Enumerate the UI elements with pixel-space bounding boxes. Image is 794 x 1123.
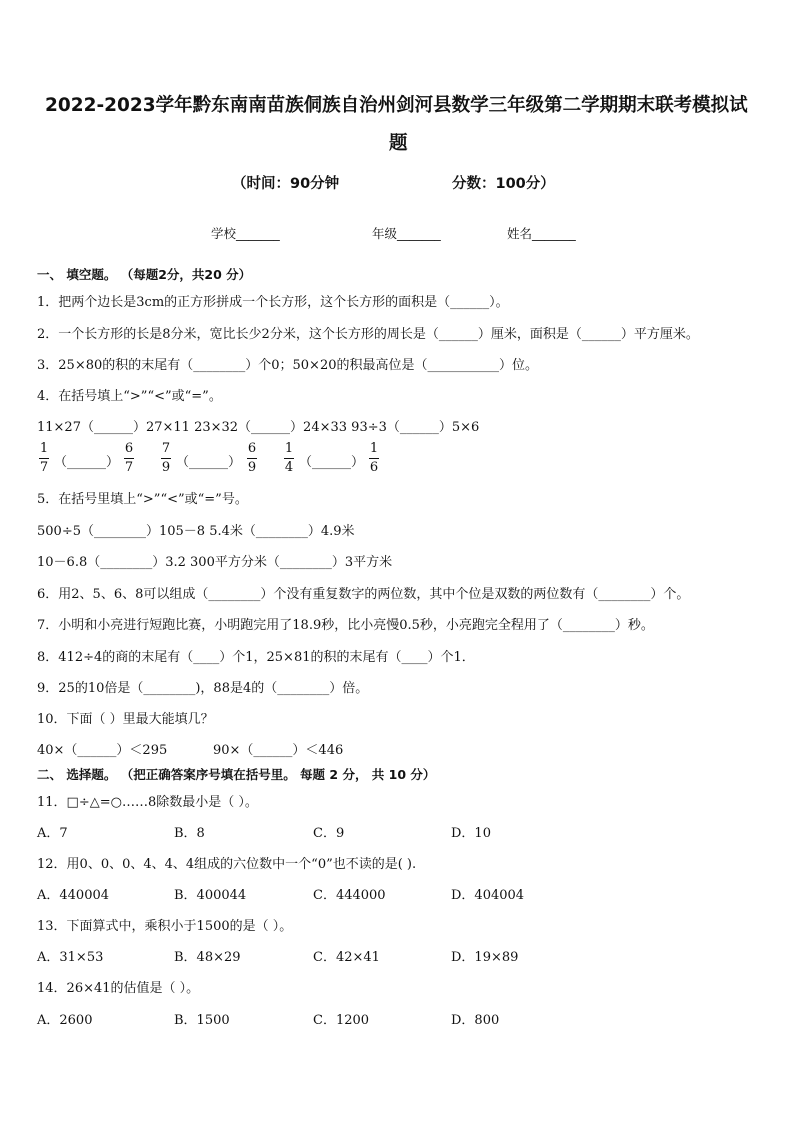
fraction-1-7 <box>39 441 49 476</box>
numerator: 6 <box>247 441 257 456</box>
fraction-7-9 <box>161 441 171 476</box>
denominator: 4 <box>284 460 294 475</box>
question-4: 4．在括号填上“>”“<”或“=”。 <box>37 389 222 404</box>
numerator: 1 <box>369 441 379 456</box>
question-1: 1．把两个边长是3cm的正方形拼成一个长方形，这个长方形的面积是（______）。 <box>37 295 509 310</box>
question-12-option-c[interactable]: C．444000 <box>313 888 386 903</box>
question-4-row1: 11×27（______）27×11 23×32（______）24×33 93÷3（______）5×6 <box>37 420 480 435</box>
exam-score: 分数：100分） <box>452 176 555 192</box>
question-14-option-c[interactable]: C．1200 <box>313 1013 370 1028</box>
denominator: 6 <box>369 460 379 475</box>
question-14-option-d[interactable]: D．800 <box>451 1013 500 1028</box>
school-field: 学校_______ <box>211 226 280 241</box>
section2-heading: 二、 选择题。 （把正确答案序号填在括号里。 每题 2 分， 共 10 分） <box>37 767 436 782</box>
question-10-b: 90×（______）＜446 <box>213 743 344 758</box>
question-6: 6．用2、5、6、8可以组成（________）个没有重复数字的两位数，其中个位是双数的两位数有（________）个。 <box>37 587 690 602</box>
question-11-option-d[interactable]: D．10 <box>451 826 491 841</box>
question-11-option-b[interactable]: B．8 <box>174 826 205 841</box>
question-10-a: 40×（______）＜295 <box>37 743 168 758</box>
question-11-option-a[interactable]: A．7 <box>37 826 68 841</box>
question-13: 13．下面算式中，乘积小于1500的是（ ）。 <box>37 919 293 934</box>
exam-title-line1: 2022-2023学年黔东南南苗族侗族自治州剑河县数学三年级第二学期期末联考模拟试 <box>45 95 748 116</box>
numerator: 1 <box>39 441 49 456</box>
denominator: 7 <box>39 460 49 475</box>
question-13-option-b[interactable]: B．48×29 <box>174 950 241 965</box>
fraction-1-6 <box>369 441 379 476</box>
denominator: 7 <box>124 460 134 475</box>
question-7: 7．小明和小亮进行短跑比赛，小明跑完用了18.9秒，比小亮慢0.5秒，小亮跑完全程用了（________）秒。 <box>37 618 654 633</box>
question-12-option-d[interactable]: D．404004 <box>451 888 525 903</box>
question-12-option-a[interactable]: A．440004 <box>37 888 110 903</box>
numerator: 7 <box>161 441 171 456</box>
exam-title-line2: 题 <box>389 133 408 154</box>
question-3: 3．25×80的积的末尾有（________）个0；50×20的积最高位是（___________）位。 <box>37 358 538 373</box>
numerator: 6 <box>124 441 134 456</box>
question-10: 10．下面（ ）里最大能填几？ <box>37 712 214 727</box>
compare-blank: （______） <box>54 455 120 470</box>
question-13-option-d[interactable]: D．19×89 <box>451 950 519 965</box>
question-5-row2: 10－6.8（________）3.2 300平方分米（________）3平方米 <box>37 555 393 570</box>
numerator: 1 <box>284 441 294 456</box>
exam-time: （时间：90分钟 <box>232 176 340 192</box>
question-8: 8．412÷4的商的末尾有（____）个1，25×81的积的末尾有（____）个1． <box>37 650 475 665</box>
compare-blank: （______） <box>176 455 242 470</box>
grade-field: 年级_______ <box>372 226 441 241</box>
denominator: 9 <box>161 460 171 475</box>
fraction-1-4 <box>284 441 294 476</box>
question-5-row1: 500÷5（________）105－8 5.4米（________）4.9米 <box>37 524 355 539</box>
question-12-option-b[interactable]: B．400044 <box>174 888 247 903</box>
question-14: 14．26×41的估值是（ ）。 <box>37 981 200 996</box>
compare-blank: （______） <box>299 455 365 470</box>
fraction-6-9 <box>247 441 257 476</box>
question-12: 12．用0、0、0、4、4、4组成的六位数中一个“0”也不读的是( ). <box>37 857 417 872</box>
question-9: 9．25的10倍是（________)，88是4的（________）倍。 <box>37 681 369 696</box>
name-field: 姓名_______ <box>507 226 576 241</box>
section1-heading: 一、 填空题。 （每题2分，共20 分） <box>37 267 252 282</box>
question-13-option-a[interactable]: A．31×53 <box>37 950 104 965</box>
question-11: 11．□÷△=○……8除数最小是（ ）。 <box>37 795 258 810</box>
question-14-option-a[interactable]: A．2600 <box>37 1013 93 1028</box>
question-13-option-c[interactable]: C．42×41 <box>313 950 380 965</box>
question-11-option-c[interactable]: C．9 <box>313 826 345 841</box>
question-5: 5．在括号里填上“>”“<”或“=”号。 <box>37 492 248 507</box>
question-14-option-b[interactable]: B．1500 <box>174 1013 230 1028</box>
question-2: 2．一个长方形的长是8分米，宽比长少2分米，这个长方形的周长是（______）厘米，面积是（______）平方厘米。 <box>37 327 699 342</box>
fraction-6-7 <box>124 441 134 476</box>
denominator: 9 <box>247 460 257 475</box>
